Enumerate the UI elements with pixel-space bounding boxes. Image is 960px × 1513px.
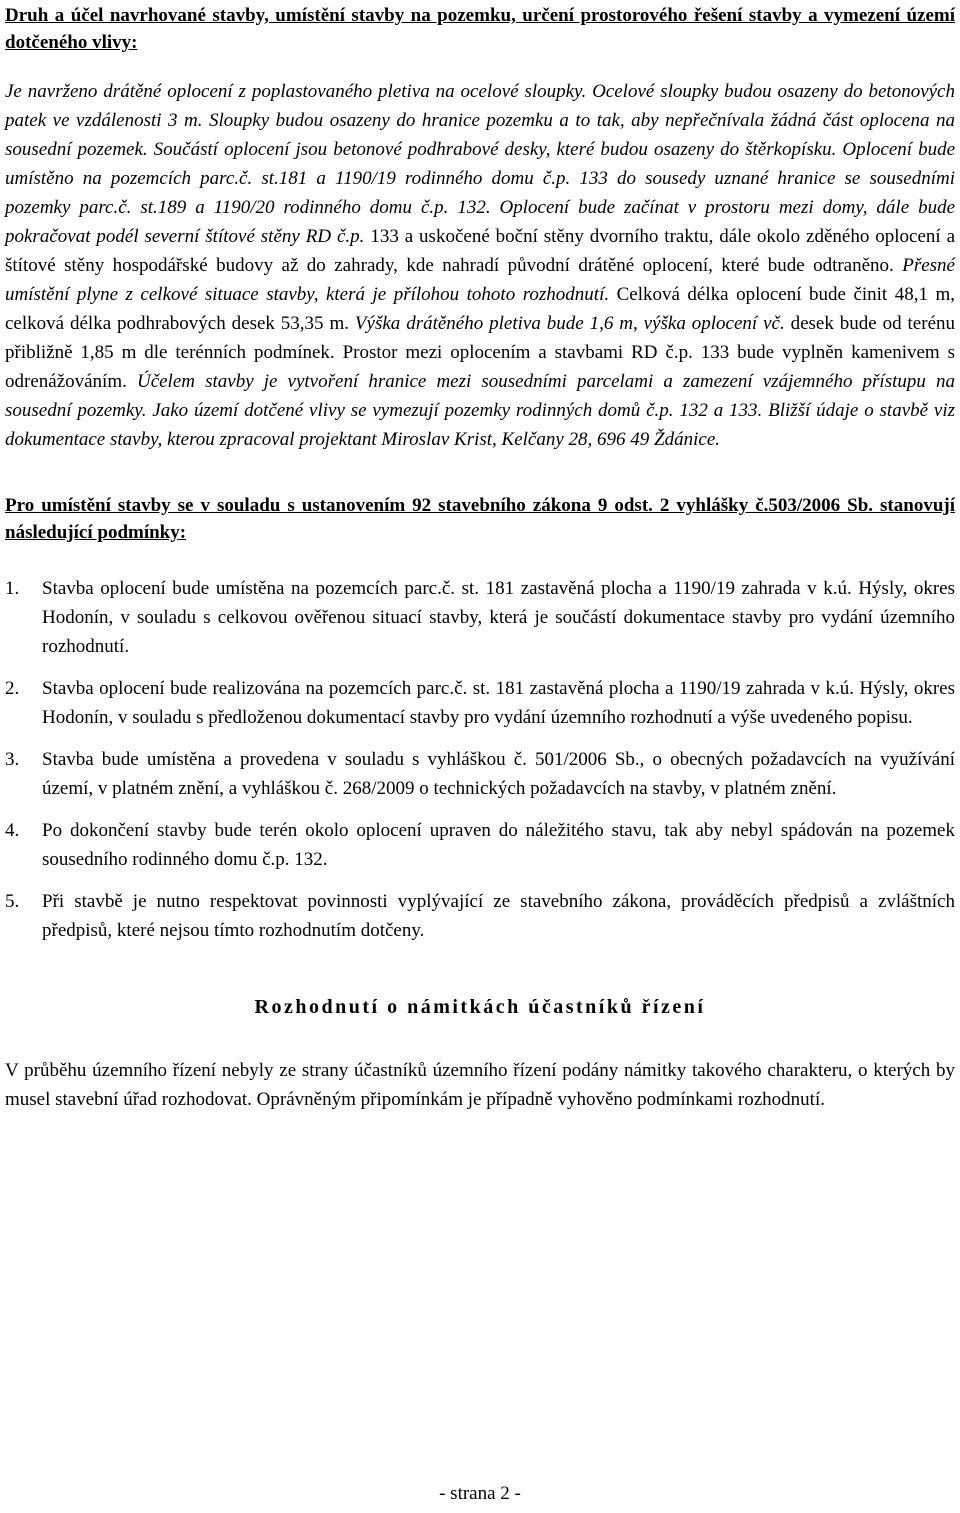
condition-item: [5, 574, 955, 661]
intro-segment: Výška drátěného pletiva bude 1,6 m, výška oplocení vč.: [354, 313, 791, 334]
condition-item: [5, 674, 955, 732]
condition-item: [5, 887, 955, 945]
condition-text: Po dokončení stavby bude terén okolo oplocení upraven do náležitého stavu, tak aby nebyl spádován na pozemek sousedního rodinného domu č.p. 132.: [42, 820, 955, 870]
objections-title: Rozhodnutí o námitkách účastníků řízení: [254, 996, 706, 1018]
condition-number: 3.: [5, 749, 20, 770]
page-number-footer: - strana 2 -: [439, 1483, 521, 1504]
condition-text: Stavba oplocení bude realizována na pozemcích parc.č. st. 181 zastavěná plocha a 1190/19 zahrada v k.ú. Hýsly, okres Hodonín, v souladu s předloženou dokumentací stavby pro vydání územního rozhodnutí a výše uvedeného popisu.: [42, 678, 955, 728]
condition-text: Stavba oplocení bude umístěna na pozemcích parc.č. st. 181 zastavěná plocha a 1190/19 zahrada v k.ú. Hýsly, okres Hodonín, v souladu s celkovou ověřenou situací stavby, která je součástí dokumentace stavby pro vydání územního rozhodnutí.: [42, 578, 955, 657]
objections-paragraph: V průběhu územního řízení nebyly ze strany účastníků územního řízení podány námitky takového charakteru, o kterých by musel stavební úřad rozhodovat. Oprávněným připomínkám je případně vyhověno podmínkami rozhodnutí.: [5, 1060, 955, 1110]
condition-number: 4.: [5, 820, 20, 841]
intro-segment: 133 a uskočené boční stěny dvorního traktu, dále okolo zděného oplocení a štítové stěny hospodářské budovy až do zahrady, kde nahradí původní drátěné oplocení, které bude odtraněno.: [5, 226, 955, 276]
condition-item: [5, 816, 955, 874]
intro-segment: Přesné umístění plyne z celkové situace stavby, která je přílohou tohoto rozhodnutí.: [5, 255, 955, 305]
condition-number: 5.: [5, 891, 20, 912]
intro-segment: Účelem stavby je vytvoření hranice mezi sousedními parcelami a zamezení vzájemného přístupu na sousední pozemky. Jako území dotčené vlivy se vymezují pozemky rodinných domů č.p. 132 a 133. Bližší údaje o stavbě viz dokumentace stavby, kterou zpracoval projektant Miroslav Krist, Kelčany 28, 696 49 Ždánice.: [5, 371, 955, 450]
intro-segment: desek bude od terénu přibližně 1,85 m dle terénních podmínek. Prostor mezi oplocením a stavbami RD č.p. 133 bude vyplněn kamenivem s odrenážováním.: [5, 313, 956, 392]
construction-description-paragraph: [5, 77, 955, 454]
condition-text: Při stavbě je nutno respektovat povinnosti vyplývající ze stavebního zákona, prováděcích předpisů a zvláštních předpisů, které nejsou tímto rozhodnutím dotčeny.: [42, 891, 955, 941]
conditions-heading: Pro umístění stavby se v souladu s ustanovením 92 stavebního zákona 9 odst. 2 vyhlášky č.503/2006 Sb. stanovují následující podmínky:: [5, 495, 955, 543]
intro-segment: Celková délka oplocení bude činit 48,1 m, celková délka podhrabových desek 53,35 m.: [5, 284, 955, 334]
condition-number: 1.: [5, 578, 20, 599]
condition-item: [5, 745, 955, 803]
section-heading: Druh a účel navrhované stavby, umístění stavby na pozemku, určení prostorového řešení stavby a vymezení území dotčeného vlivy:: [5, 5, 955, 53]
intro-segment: Je navrženo drátěné oplocení z poplastovaného pletiva na ocelové sloupky. Ocelové sloupky budou osazeny do betonových patek ve vzdálenosti 3 m. Sloupky budou osazeny do hranice pozemku a to tak, aby nepřečnívala žádná část oplocena na sousední pozemek. Součástí oplocení jsou betonové podhrabové desky, které budou osazeny do štěrkopísku. Oplocení bude umístěno na pozemcích parc.č. st.181 a 1190/19 rodinného domu č.p. 133 do sousedy uznané hranice se sousedními pozemky parc.č. st.189 a 1190/20 rodinného domu č.p. 132. Oplocení bude začínat v prostoru mezi domy, dále bude pokračovat podél severní štítové stěny RD č.p.: [5, 81, 955, 247]
condition-number: 2.: [5, 678, 20, 699]
document-page: [5, 0, 955, 1513]
condition-text: Stavba bude umístěna a provedena v souladu s vyhláškou č. 501/2006 Sb., o obecných požadavcích na využívání území, v platném znění, a vyhláškou č. 268/2009 o technických požadavcích na stavby, v platném znění.: [42, 749, 955, 799]
conditions-list: [5, 574, 955, 945]
